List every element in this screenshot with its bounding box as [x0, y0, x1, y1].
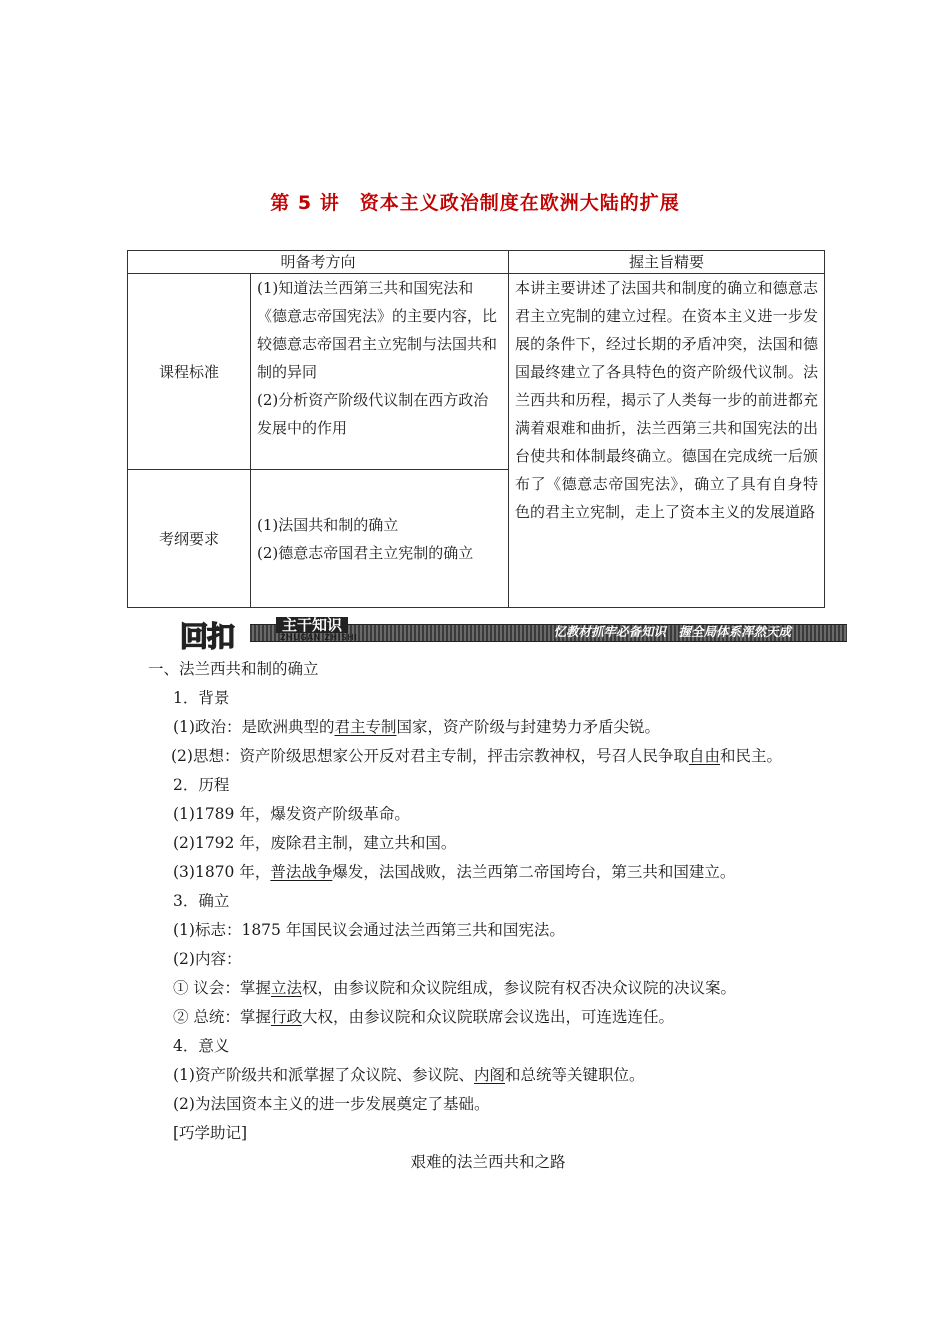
text: ② 总统：掌握 [173, 1008, 271, 1026]
subheading-significance: 4．意义 [173, 1037, 230, 1055]
row-label-course-standard: 课程标准 [128, 274, 251, 470]
text: ① 议会：掌握 [173, 979, 271, 997]
section-heading: 一、法兰西共和制的确立 [148, 660, 319, 678]
text: (3)1870 年， [173, 863, 271, 881]
subheading-course: 2．历程 [173, 776, 230, 794]
establish-president [148, 1003, 828, 1032]
subheading-background: 1．背景 [173, 689, 230, 707]
text: (1)资产阶级共和派掌握了众议院、参议院、 [173, 1066, 474, 1084]
course-item [148, 858, 828, 887]
blank-answer: 立法 [270, 979, 302, 997]
header-main-idea: 握主旨精要 [509, 251, 825, 274]
establish-content: (2)内容： [173, 950, 242, 968]
blank-answer: 内阁 [473, 1066, 505, 1084]
overview-table [127, 250, 825, 608]
memo-title: 艰难的法兰西共和之路 [410, 1153, 566, 1171]
memo-label: [巧学助记] [173, 1124, 248, 1142]
course-item: (1)1789 年，爆发资产阶级革命。 [173, 805, 410, 823]
banner-sub-text: 主干知识 [276, 617, 348, 633]
text: (1)政治：是欧洲典型的 [173, 718, 335, 736]
text: 国家，资产阶级与封建势力矛盾尖锐。 [396, 718, 660, 736]
banner-slogan: 忆教材抓牢必备知识 握全局体系浑然天成 [553, 624, 791, 639]
text: 和总统等关键职位。 [504, 1066, 645, 1084]
exam-requirement-item: (2)德意志帝国君主立宪制的确立 [257, 543, 474, 562]
page-title: 第 5 讲 资本主义政治制度在欧洲大陆的扩展 [270, 192, 680, 214]
text: 和民主。 [719, 747, 782, 765]
header-exam-direction: 明备考方向 [128, 251, 509, 274]
blank-answer: 自由 [688, 747, 720, 765]
significance-item [148, 1061, 828, 1090]
text: 权，由参议院和众议院组成，参议院有权否决众议院的决议案。 [301, 979, 736, 997]
text: (2)思想：资产阶级思想家公开反对君主专制，抨击宗教神权，号召人民争取 [171, 747, 689, 765]
significance-item: (2)为法国资本主义的进一步发展奠定了基础。 [173, 1095, 490, 1113]
blank-answer: 行政 [270, 1008, 302, 1026]
course-standard-item: (1)知道法兰西第三共和国宪法和《德意志帝国宪法》的主要内容，比较德意志帝国君主立宪制与法国共和制的异同 [257, 279, 498, 381]
exam-requirement-item: (1)法国共和制的确立 [257, 515, 399, 534]
main-idea-summary: 本讲主要讲述了法国共和制度的确立和德意志君主立宪制的建立过程。在资本主义进一步发展的条件下，经过长期的矛盾冲突，法国和德国最终建立了各具特色的资产阶级代议制。法兰西共和历程，揭示了人类每一步的前进都充满着艰难和曲折，法兰西第三共和国宪法的出台使共和体制最终确立。德国在完成统一后颁布了《德意志帝国宪法》，确立了具有自身特色的君主立宪制，走上了资本主义的发展道路 [509, 274, 825, 608]
knowledge-body [148, 655, 828, 1177]
exam-requirement-content [251, 470, 509, 608]
subheading-establish: 3．确立 [173, 892, 230, 910]
course-standard-content [251, 274, 509, 470]
blank-answer: 普法战争 [270, 863, 333, 881]
banner-big-text: 回扣 [180, 620, 235, 653]
course-item: (2)1792 年，废除君主制，建立共和国。 [173, 834, 457, 852]
section-banner [180, 616, 847, 653]
paragraph-thought [146, 742, 828, 771]
course-standard-item: (2)分析资产阶级代议制在西方政治发展中的作用 [257, 391, 489, 437]
text: 爆发，法国战败，法兰西第二帝国垮台，第三共和国建立。 [332, 863, 736, 881]
establish-parliament [148, 974, 828, 1003]
blank-answer: 君主专制 [334, 718, 397, 736]
banner-pinyin: ZHUGAN ZHISHI [280, 633, 358, 642]
text: 大权，由参议院和众议院联席会议选出，可连选连任。 [301, 1008, 674, 1026]
paragraph-political [148, 713, 828, 742]
establish-mark: (1)标志：1875 年国民议会通过法兰西第三共和国宪法。 [173, 921, 565, 939]
row-label-exam-requirement: 考纲要求 [128, 470, 251, 608]
